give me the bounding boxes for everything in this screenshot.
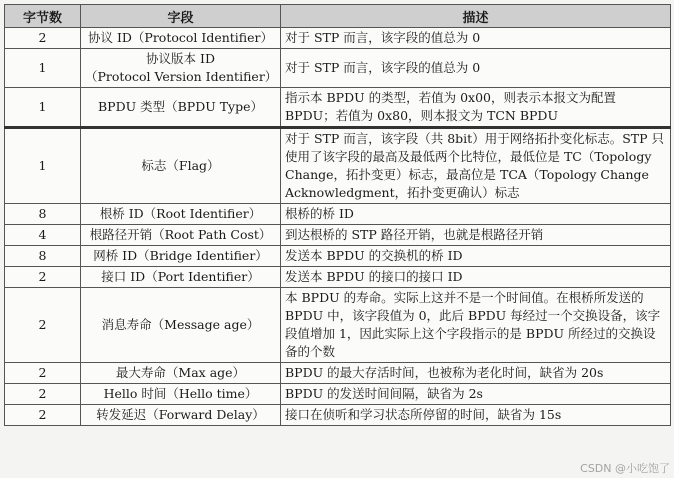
bytes-cell: 2 (5, 267, 81, 288)
table-row (5, 405, 671, 426)
field-cell: 转发延迟（Forward Delay） (81, 405, 281, 426)
bytes-cell: 8 (5, 204, 81, 225)
description-cell: 发送本 BPDU 的接口的接口 ID (281, 267, 671, 288)
description-cell: 发送本 BPDU 的交换机的桥 ID (281, 246, 671, 267)
table-row (5, 288, 671, 363)
bytes-cell: 2 (5, 363, 81, 384)
header-field: 字段 (81, 5, 281, 28)
bytes-cell: 1 (5, 128, 81, 204)
bytes-cell: 1 (5, 49, 81, 88)
header-bytes: 字节数 (5, 5, 81, 28)
field-cell: 根路径开销（Root Path Cost） (81, 225, 281, 246)
field-cell: 消息寿命（Message age） (81, 288, 281, 363)
table-row (5, 246, 671, 267)
field-cell: 接口 ID（Port Identifier） (81, 267, 281, 288)
description-cell: BPDU 的最大存活时间，也被称为老化时间，缺省为 20s (281, 363, 671, 384)
description-cell: 到达根桥的 STP 路径开销，也就是根路径开销 (281, 225, 671, 246)
table-row (5, 384, 671, 405)
field-cell: 根桥 ID（Root Identifier） (81, 204, 281, 225)
table-row (5, 267, 671, 288)
description-cell: 对于 STP 而言，该字段（共 8bit）用于网络拓扑变化标志。STP 只使用了该字段的最高及最低两个比特位，最低位是 TC（Topology Change，拓扑变更）标志，最高位是 TCA（Topology Change Acknowledgment，拓扑变更确认）标志 (281, 128, 671, 204)
bytes-cell: 2 (5, 28, 81, 49)
bytes-cell: 4 (5, 225, 81, 246)
header-description: 描述 (281, 5, 671, 28)
field-cell: 协议版本 ID （Protocol Version Identifier） (81, 49, 281, 88)
description-cell: 本 BPDU 的寿命。实际上这并不是一个时间值。在根桥所发送的 BPDU 中，该字段值为 0，此后 BPDU 每经过一个交换设备，该字段值增加 1，因此实际上这个字段指示的是 BPDU 所经过的交换设备的个数 (281, 288, 671, 363)
bytes-cell: 2 (5, 405, 81, 426)
description-cell: 根桥的桥 ID (281, 204, 671, 225)
field-cell: Hello 时间（Hello time） (81, 384, 281, 405)
bytes-cell: 2 (5, 384, 81, 405)
table-row (5, 204, 671, 225)
field-cell: BPDU 类型（BPDU Type） (81, 88, 281, 128)
table-row (5, 363, 671, 384)
field-cell: 协议 ID（Protocol Identifier） (81, 28, 281, 49)
table-row (5, 128, 671, 204)
table-row (5, 28, 671, 49)
stp-bpdu-table-container (4, 4, 670, 426)
field-cell: 网桥 ID（Bridge Identifier） (81, 246, 281, 267)
description-cell: BPDU 的发送时间间隔，缺省为 2s (281, 384, 671, 405)
description-cell: 对于 STP 而言，该字段的值总为 0 (281, 28, 671, 49)
bytes-cell: 8 (5, 246, 81, 267)
table-row (5, 225, 671, 246)
bytes-cell: 2 (5, 288, 81, 363)
field-cell: 标志（Flag） (81, 128, 281, 204)
table-header-row (5, 5, 671, 28)
field-cell: 最大寿命（Max age） (81, 363, 281, 384)
bpdu-fields-table (4, 4, 671, 426)
description-cell: 对于 STP 而言，该字段的值总为 0 (281, 49, 671, 88)
description-cell: 接口在侦听和学习状态所停留的时间，缺省为 15s (281, 405, 671, 426)
table-row (5, 49, 671, 88)
bytes-cell: 1 (5, 88, 81, 128)
description-cell: 指示本 BPDU 的类型，若值为 0x00，则表示本报文为配置 BPDU；若值为 0x80，则本报文为 TCN BPDU (281, 88, 671, 128)
table-row (5, 88, 671, 128)
watermark-text: CSDN @小吃饱了 (580, 462, 670, 475)
